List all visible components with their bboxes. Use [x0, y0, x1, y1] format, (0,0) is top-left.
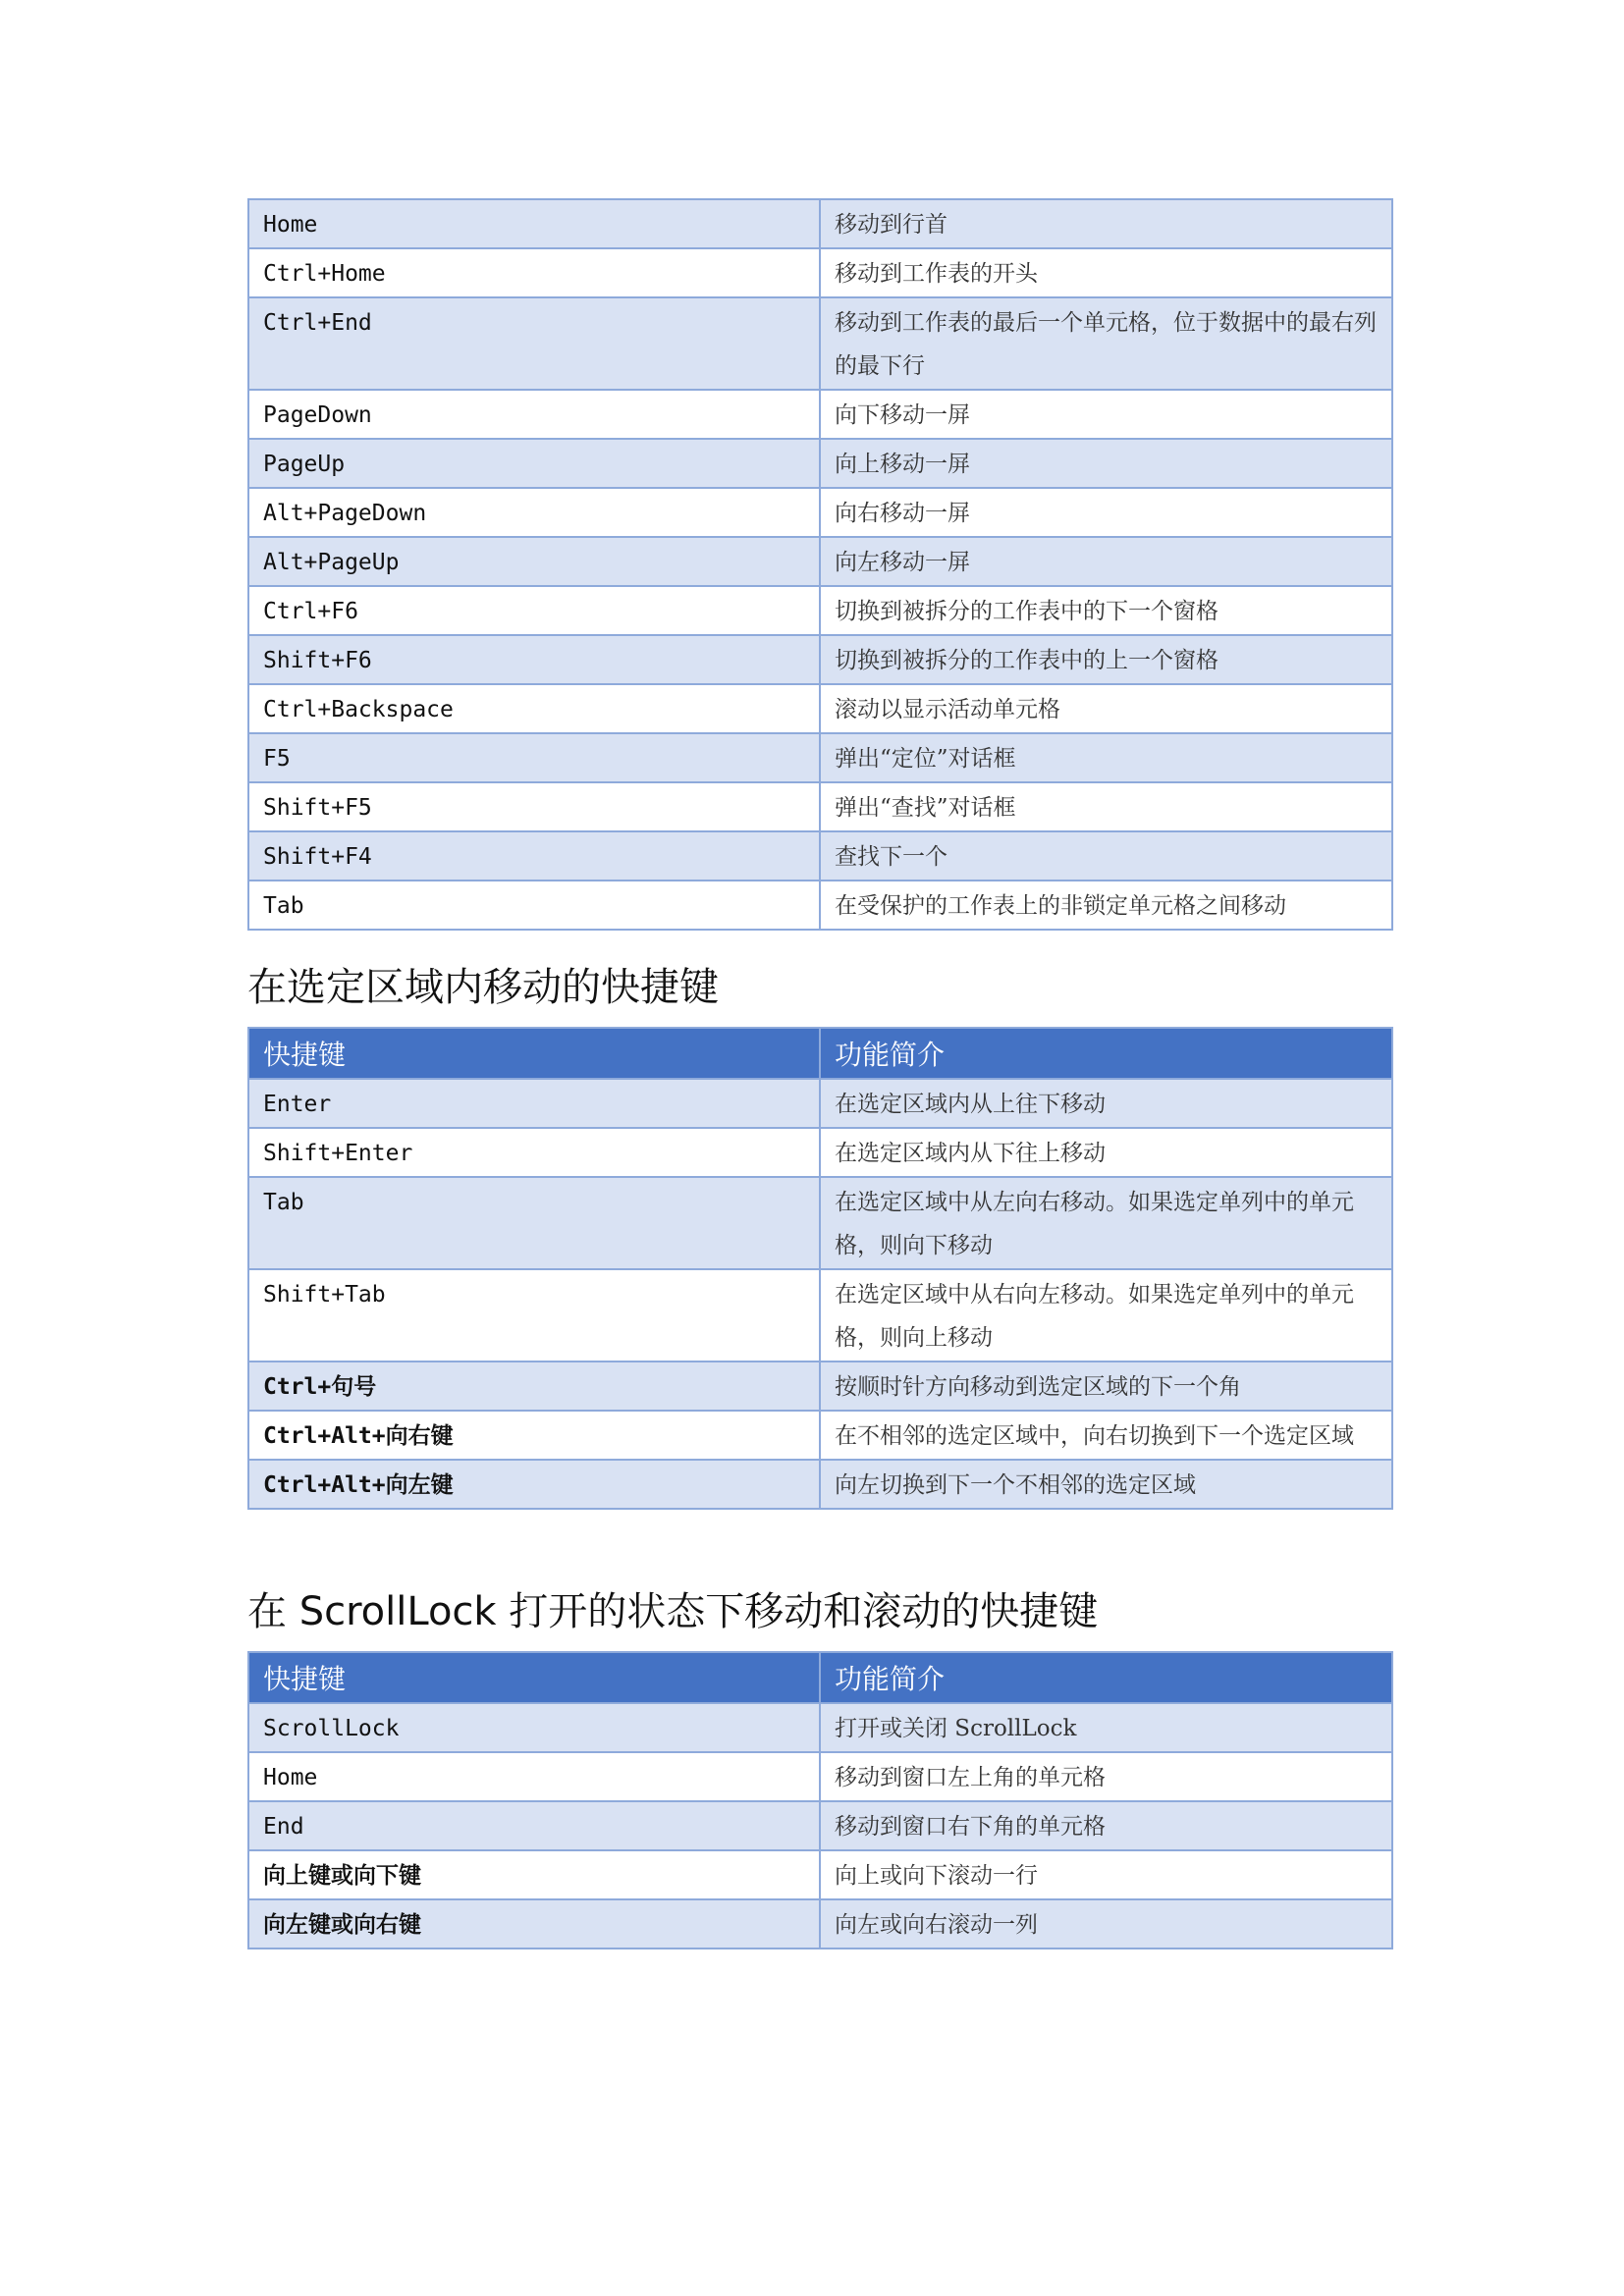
shortcut-key: Home	[248, 199, 820, 248]
shortcut-description: 在选定区域中从左向右移动。如果选定单列中的单元格，则向下移动	[820, 1177, 1392, 1269]
table-row	[248, 439, 1392, 488]
scrolllock-shortcuts-section	[247, 1584, 1391, 1949]
table-row	[248, 1801, 1392, 1850]
shortcut-key: ScrollLock	[248, 1703, 820, 1752]
shortcut-description: 在选定区域中从右向左移动。如果选定单列中的单元格，则向上移动	[820, 1269, 1392, 1362]
shortcut-key: Tab	[248, 1177, 820, 1269]
table-row	[248, 199, 1392, 248]
shortcut-key: Shift+F4	[248, 831, 820, 881]
table-row	[248, 733, 1392, 782]
table-row	[248, 881, 1392, 930]
table-row	[248, 488, 1392, 537]
selection-shortcuts-section	[247, 960, 1391, 1510]
table-row	[248, 1079, 1392, 1128]
selection-shortcuts-table	[247, 1027, 1393, 1510]
shortcut-key: Tab	[248, 881, 820, 930]
shortcut-description: 向上移动一屏	[820, 439, 1392, 488]
shortcut-description: 向右移动一屏	[820, 488, 1392, 537]
shortcut-description: 在不相邻的选定区域中，向右切换到下一个选定区域	[820, 1411, 1392, 1460]
navigation-shortcuts-table	[247, 198, 1393, 931]
shortcut-key: PageUp	[248, 439, 820, 488]
shortcut-description: 弹出“定位”对话框	[820, 733, 1392, 782]
table-row	[248, 1752, 1392, 1801]
table-row	[248, 297, 1392, 390]
shortcut-description: 在选定区域内从上往下移动	[820, 1079, 1392, 1128]
shortcut-key: Shift+F5	[248, 782, 820, 831]
shortcut-key: Shift+Enter	[248, 1128, 820, 1177]
shortcut-key: Alt+PageDown	[248, 488, 820, 537]
table-header-row	[248, 1652, 1392, 1703]
table-row	[248, 684, 1392, 733]
column-header-shortcut: 快捷键	[248, 1652, 820, 1703]
shortcut-key: Shift+Tab	[248, 1269, 820, 1362]
table-row	[248, 1269, 1392, 1362]
table-row	[248, 1128, 1392, 1177]
column-header-function: 功能简介	[820, 1028, 1392, 1079]
shortcut-key: Ctrl+F6	[248, 586, 820, 635]
table-row	[248, 1703, 1392, 1752]
shortcut-description: 弹出“查找”对话框	[820, 782, 1392, 831]
shortcut-description: 在选定区域内从下往上移动	[820, 1128, 1392, 1177]
shortcut-key: Ctrl+End	[248, 297, 820, 390]
shortcut-description: 移动到工作表的开头	[820, 248, 1392, 297]
shortcut-description: 移动到窗口左上角的单元格	[820, 1752, 1392, 1801]
shortcut-key: Ctrl+句号	[248, 1362, 820, 1411]
shortcut-description: 打开或关闭 ScrollLock	[820, 1703, 1392, 1752]
shortcut-key: 向左键或向右键	[248, 1899, 820, 1949]
shortcut-description: 按顺时针方向移动到选定区域的下一个角	[820, 1362, 1392, 1411]
table-row	[248, 831, 1392, 881]
table-row	[248, 1411, 1392, 1460]
table-row	[248, 635, 1392, 684]
shortcut-description: 向上或向下滚动一行	[820, 1850, 1392, 1899]
shortcut-description: 移动到工作表的最后一个单元格，位于数据中的最右列的最下行	[820, 297, 1392, 390]
shortcut-key: Ctrl+Alt+向左键	[248, 1460, 820, 1509]
shortcut-description: 移动到行首	[820, 199, 1392, 248]
table-row	[248, 390, 1392, 439]
shortcut-description: 向左或向右滚动一列	[820, 1899, 1392, 1949]
table-row	[248, 1899, 1392, 1949]
shortcut-description: 在受保护的工作表上的非锁定单元格之间移动	[820, 881, 1392, 930]
navigation-shortcuts-section	[247, 198, 1391, 931]
shortcut-key: 向上键或向下键	[248, 1850, 820, 1899]
shortcut-key: End	[248, 1801, 820, 1850]
shortcut-key: Home	[248, 1752, 820, 1801]
section-heading: 在 ScrollLock 打开的状态下移动和滚动的快捷键	[247, 1589, 1099, 1634]
shortcut-key: Ctrl+Backspace	[248, 684, 820, 733]
shortcut-key: F5	[248, 733, 820, 782]
table-row	[248, 248, 1392, 297]
table-row	[248, 537, 1392, 586]
shortcut-description: 向左切换到下一个不相邻的选定区域	[820, 1460, 1392, 1509]
section-heading: 在选定区域内移动的快捷键	[247, 965, 719, 1010]
table-row	[248, 1460, 1392, 1509]
shortcut-description: 滚动以显示活动单元格	[820, 684, 1392, 733]
shortcut-key: Alt+PageUp	[248, 537, 820, 586]
shortcut-description: 向左移动一屏	[820, 537, 1392, 586]
table-row	[248, 782, 1392, 831]
table-row	[248, 1850, 1392, 1899]
shortcut-description: 查找下一个	[820, 831, 1392, 881]
shortcut-description: 切换到被拆分的工作表中的上一个窗格	[820, 635, 1392, 684]
table-header-row	[248, 1028, 1392, 1079]
shortcut-description: 向下移动一屏	[820, 390, 1392, 439]
column-header-function: 功能简介	[820, 1652, 1392, 1703]
table-row	[248, 586, 1392, 635]
shortcut-description: 移动到窗口右下角的单元格	[820, 1801, 1392, 1850]
shortcut-key: Ctrl+Home	[248, 248, 820, 297]
shortcut-description: 切换到被拆分的工作表中的下一个窗格	[820, 586, 1392, 635]
table-row	[248, 1362, 1392, 1411]
shortcut-key: Ctrl+Alt+向右键	[248, 1411, 820, 1460]
shortcut-key: Shift+F6	[248, 635, 820, 684]
shortcut-key: PageDown	[248, 390, 820, 439]
column-header-shortcut: 快捷键	[248, 1028, 820, 1079]
table-row	[248, 1177, 1392, 1269]
shortcut-key: Enter	[248, 1079, 820, 1128]
scrolllock-shortcuts-table	[247, 1651, 1393, 1949]
